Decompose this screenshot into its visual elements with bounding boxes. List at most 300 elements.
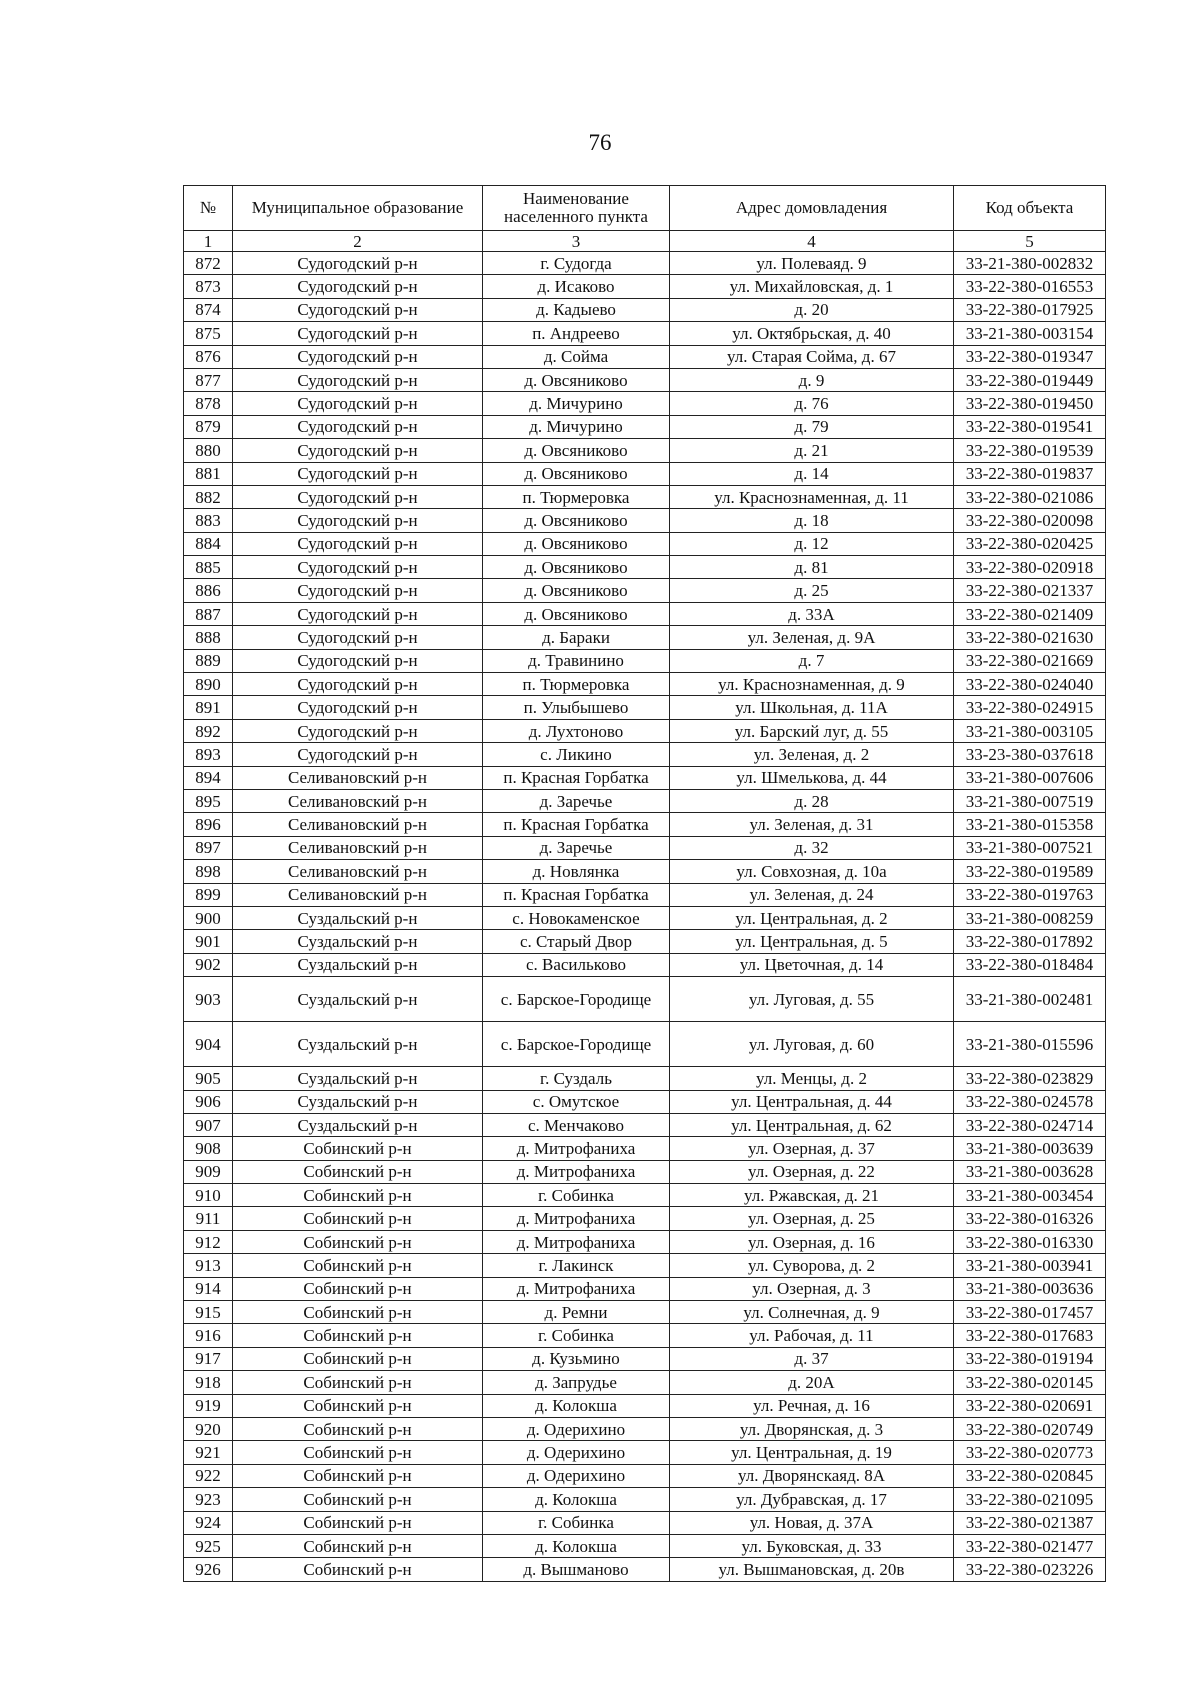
municipality-cell: Собинский р-н	[233, 1301, 483, 1324]
municipality-cell: Судогодский р-н	[233, 579, 483, 602]
address-cell: д. 37	[670, 1347, 954, 1370]
table-row	[184, 556, 1106, 579]
locality-cell: д. Бараки	[483, 626, 670, 649]
municipality-cell: Судогодский р-н	[233, 322, 483, 345]
object-code-cell: 33-22-380-020425	[954, 532, 1106, 555]
row-number-cell: 875	[184, 322, 233, 345]
row-number-cell: 922	[184, 1464, 233, 1487]
table-row	[184, 1488, 1106, 1511]
table-row	[184, 579, 1106, 602]
table-row	[184, 649, 1106, 672]
object-code-cell: 33-22-380-023829	[954, 1067, 1106, 1090]
table-row	[184, 1230, 1106, 1253]
locality-cell: д. Одерихино	[483, 1441, 670, 1464]
address-cell: д. 18	[670, 509, 954, 532]
address-cell: ул. Буковская, д. 33	[670, 1534, 954, 1557]
object-code-cell: 33-22-380-021669	[954, 649, 1106, 672]
table-row	[184, 953, 1106, 976]
table-row	[184, 1464, 1106, 1487]
object-code-cell: 33-21-380-015596	[954, 1022, 1106, 1067]
row-number-cell: 904	[184, 1022, 233, 1067]
address-cell: ул. Цветочная, д. 14	[670, 953, 954, 976]
table-row	[184, 345, 1106, 368]
table-row	[184, 813, 1106, 836]
address-cell: ул. Луговая, д. 55	[670, 977, 954, 1022]
locality-cell: д. Колокша	[483, 1534, 670, 1557]
municipality-cell: Собинский р-н	[233, 1230, 483, 1253]
table-row	[184, 789, 1106, 812]
address-cell: ул. Совхозная, д. 10а	[670, 860, 954, 883]
municipality-cell: Собинский р-н	[233, 1254, 483, 1277]
row-number-cell: 914	[184, 1277, 233, 1300]
object-code-cell: 33-22-380-023226	[954, 1558, 1106, 1581]
table-row	[184, 1324, 1106, 1347]
municipality-cell: Собинский р-н	[233, 1488, 483, 1511]
column-number: 4	[670, 231, 954, 252]
municipality-cell: Судогодский р-н	[233, 673, 483, 696]
address-cell: ул. Центральная, д. 2	[670, 906, 954, 929]
row-number-cell: 879	[184, 415, 233, 438]
municipality-cell: Селивановский р-н	[233, 883, 483, 906]
column-number: 3	[483, 231, 670, 252]
municipality-cell: Селивановский р-н	[233, 860, 483, 883]
address-cell: ул. Дубравская, д. 17	[670, 1488, 954, 1511]
locality-cell: д. Митрофаниха	[483, 1207, 670, 1230]
address-cell: д. 81	[670, 556, 954, 579]
row-number-cell: 916	[184, 1324, 233, 1347]
row-number-cell: 912	[184, 1230, 233, 1253]
municipality-cell: Судогодский р-н	[233, 649, 483, 672]
locality-cell: д. Ремни	[483, 1301, 670, 1324]
locality-cell: д. Овсяниково	[483, 556, 670, 579]
address-cell: ул. Краснознаменная, д. 9	[670, 673, 954, 696]
header-number: №	[184, 186, 233, 231]
table-row	[184, 1371, 1106, 1394]
header-object-code: Код объекта	[954, 186, 1106, 231]
municipality-cell: Судогодский р-н	[233, 252, 483, 275]
table-row	[184, 1511, 1106, 1534]
table-row	[184, 1534, 1106, 1557]
locality-cell: п. Красная Горбатка	[483, 883, 670, 906]
address-cell: ул. Луговая, д. 60	[670, 1022, 954, 1067]
table-row	[184, 462, 1106, 485]
object-code-cell: 33-22-380-020145	[954, 1371, 1106, 1394]
municipality-cell: Судогодский р-н	[233, 415, 483, 438]
column-number: 1	[184, 231, 233, 252]
address-cell: ул. Краснознаменная, д. 11	[670, 485, 954, 508]
table-row	[184, 1113, 1106, 1136]
municipality-cell: Собинский р-н	[233, 1184, 483, 1207]
municipality-cell: Собинский р-н	[233, 1137, 483, 1160]
municipality-cell: Собинский р-н	[233, 1371, 483, 1394]
locality-cell: д. Овсяниково	[483, 532, 670, 555]
municipality-cell: Судогодский р-н	[233, 743, 483, 766]
object-code-cell: 33-21-380-003639	[954, 1137, 1106, 1160]
table-row	[184, 836, 1106, 859]
locality-cell: п. Красная Горбатка	[483, 813, 670, 836]
locality-cell: д. Кадыево	[483, 298, 670, 321]
object-code-cell: 33-22-380-024915	[954, 696, 1106, 719]
object-code-cell: 33-22-380-021337	[954, 579, 1106, 602]
locality-cell: г. Собинка	[483, 1511, 670, 1534]
table-row	[184, 930, 1106, 953]
column-number-row	[184, 231, 1106, 252]
table-row	[184, 1160, 1106, 1183]
address-cell: ул. Речная, д. 16	[670, 1394, 954, 1417]
object-code-cell: 33-21-380-003154	[954, 322, 1106, 345]
table-row	[184, 1090, 1106, 1113]
address-cell: д. 20А	[670, 1371, 954, 1394]
object-code-cell: 33-22-380-019763	[954, 883, 1106, 906]
locality-cell: г. Собинка	[483, 1324, 670, 1347]
locality-cell: п. Красная Горбатка	[483, 766, 670, 789]
object-code-cell: 33-22-380-021477	[954, 1534, 1106, 1557]
object-code-cell: 33-22-380-021387	[954, 1511, 1106, 1534]
address-cell: ул. Центральная, д. 5	[670, 930, 954, 953]
object-code-cell: 33-22-380-021409	[954, 602, 1106, 625]
address-cell: ул. Барский луг, д. 55	[670, 719, 954, 742]
locality-cell: с. Барское-Городище	[483, 977, 670, 1022]
locality-cell: с. Старый Двор	[483, 930, 670, 953]
row-number-cell: 905	[184, 1067, 233, 1090]
row-number-cell: 911	[184, 1207, 233, 1230]
address-cell: д. 21	[670, 439, 954, 462]
table-row	[184, 696, 1106, 719]
municipality-cell: Судогодский р-н	[233, 509, 483, 532]
address-cell: ул. Дворянская, д. 3	[670, 1417, 954, 1440]
locality-cell: д. Митрофаниха	[483, 1277, 670, 1300]
table-row	[184, 1441, 1106, 1464]
municipality-cell: Суздальский р-н	[233, 930, 483, 953]
municipality-cell: Собинский р-н	[233, 1324, 483, 1347]
table-row	[184, 1277, 1106, 1300]
object-code-cell: 33-21-380-002832	[954, 252, 1106, 275]
object-code-cell: 33-22-380-017925	[954, 298, 1106, 321]
table-row	[184, 883, 1106, 906]
object-code-cell: 33-21-380-003941	[954, 1254, 1106, 1277]
locality-cell: с. Ликино	[483, 743, 670, 766]
municipality-cell: Собинский р-н	[233, 1558, 483, 1581]
column-number: 2	[233, 231, 483, 252]
locality-cell: г. Лакинск	[483, 1254, 670, 1277]
row-number-cell: 873	[184, 275, 233, 298]
locality-cell: с. Барское-Городище	[483, 1022, 670, 1067]
column-number: 5	[954, 231, 1106, 252]
municipality-cell: Собинский р-н	[233, 1160, 483, 1183]
object-code-cell: 33-21-380-003636	[954, 1277, 1106, 1300]
table-row	[184, 1184, 1106, 1207]
row-number-cell: 891	[184, 696, 233, 719]
address-cell: ул. Менцы, д. 2	[670, 1067, 954, 1090]
row-number-cell: 926	[184, 1558, 233, 1581]
municipality-cell: Судогодский р-н	[233, 298, 483, 321]
locality-cell: д. Митрофаниха	[483, 1160, 670, 1183]
row-number-cell: 878	[184, 392, 233, 415]
table-row	[184, 743, 1106, 766]
address-cell: ул. Центральная, д. 19	[670, 1441, 954, 1464]
address-cell: д. 32	[670, 836, 954, 859]
address-cell: д. 20	[670, 298, 954, 321]
address-cell: ул. Рабочая, д. 11	[670, 1324, 954, 1347]
address-cell: д. 76	[670, 392, 954, 415]
header-address: Адрес домовладения	[670, 186, 954, 231]
municipality-cell: Суздальский р-н	[233, 977, 483, 1022]
locality-cell: д. Запрудье	[483, 1371, 670, 1394]
municipality-cell: Судогодский р-н	[233, 392, 483, 415]
table-row	[184, 860, 1106, 883]
object-code-cell: 33-21-380-003454	[954, 1184, 1106, 1207]
row-number-cell: 921	[184, 1441, 233, 1464]
address-cell: ул. Центральная, д. 44	[670, 1090, 954, 1113]
row-number-cell: 908	[184, 1137, 233, 1160]
object-code-cell: 33-22-380-020749	[954, 1417, 1106, 1440]
page-number: 76	[588, 130, 612, 155]
address-cell: ул. Солнечная, д. 9	[670, 1301, 954, 1324]
table-row	[184, 977, 1106, 1022]
table-row	[184, 1347, 1106, 1370]
address-cell: ул. Зеленая, д. 2	[670, 743, 954, 766]
row-number-cell: 880	[184, 439, 233, 462]
municipality-cell: Суздальский р-н	[233, 1113, 483, 1136]
table-row	[184, 1207, 1106, 1230]
object-code-cell: 33-21-380-007521	[954, 836, 1106, 859]
locality-cell: д. Травинино	[483, 649, 670, 672]
table-row	[184, 392, 1106, 415]
object-code-cell: 33-21-380-003628	[954, 1160, 1106, 1183]
object-code-cell: 33-22-380-016330	[954, 1230, 1106, 1253]
locality-cell: п. Улыбышево	[483, 696, 670, 719]
table-row	[184, 368, 1106, 391]
municipality-cell: Судогодский р-н	[233, 485, 483, 508]
locality-cell: д. Заречье	[483, 836, 670, 859]
address-cell: д. 7	[670, 649, 954, 672]
table-row	[184, 1067, 1106, 1090]
address-cell: ул. Зеленая, д. 9А	[670, 626, 954, 649]
object-code-cell: 33-21-380-003105	[954, 719, 1106, 742]
locality-cell: д. Колокша	[483, 1394, 670, 1417]
row-number-cell: 899	[184, 883, 233, 906]
address-cell: ул. Зеленая, д. 24	[670, 883, 954, 906]
municipality-cell: Суздальский р-н	[233, 1067, 483, 1090]
table-header-row	[184, 186, 1106, 231]
row-number-cell: 888	[184, 626, 233, 649]
locality-cell: д. Заречье	[483, 789, 670, 812]
row-number-cell: 889	[184, 649, 233, 672]
address-cell: ул. Ржавская, д. 21	[670, 1184, 954, 1207]
row-number-cell: 894	[184, 766, 233, 789]
object-code-cell: 33-22-380-018484	[954, 953, 1106, 976]
address-cell: д. 79	[670, 415, 954, 438]
object-code-cell: 33-22-380-021095	[954, 1488, 1106, 1511]
row-number-cell: 901	[184, 930, 233, 953]
object-code-cell: 33-22-380-019449	[954, 368, 1106, 391]
address-cell: д. 14	[670, 462, 954, 485]
table-row	[184, 602, 1106, 625]
municipality-cell: Собинский р-н	[233, 1394, 483, 1417]
row-number-cell: 884	[184, 532, 233, 555]
municipality-cell: Собинский р-н	[233, 1511, 483, 1534]
row-number-cell: 874	[184, 298, 233, 321]
table-row	[184, 1022, 1106, 1067]
row-number-cell: 906	[184, 1090, 233, 1113]
locality-cell: г. Суздаль	[483, 1067, 670, 1090]
locality-cell: д. Овсяниково	[483, 439, 670, 462]
municipality-cell: Судогодский р-н	[233, 345, 483, 368]
row-number-cell: 881	[184, 462, 233, 485]
row-number-cell: 892	[184, 719, 233, 742]
row-number-cell: 886	[184, 579, 233, 602]
row-number-cell: 920	[184, 1417, 233, 1440]
locality-cell: д. Овсяниково	[483, 602, 670, 625]
locality-cell: д. Овсяниково	[483, 368, 670, 391]
municipality-cell: Судогодский р-н	[233, 532, 483, 555]
table-row	[184, 1417, 1106, 1440]
locality-cell: д. Новлянка	[483, 860, 670, 883]
object-code-cell: 33-22-380-019194	[954, 1347, 1106, 1370]
table-row	[184, 485, 1106, 508]
locality-cell: п. Андреево	[483, 322, 670, 345]
row-number-cell: 883	[184, 509, 233, 532]
table-row	[184, 1137, 1106, 1160]
locality-cell: д. Одерихино	[483, 1417, 670, 1440]
locality-cell: д. Кузьмино	[483, 1347, 670, 1370]
address-cell: ул. Октябрьская, д. 40	[670, 322, 954, 345]
municipality-cell: Суздальский р-н	[233, 953, 483, 976]
row-number-cell: 924	[184, 1511, 233, 1534]
row-number-cell: 877	[184, 368, 233, 391]
table-row	[184, 673, 1106, 696]
address-cell: д. 9	[670, 368, 954, 391]
header-municipality: Муниципальное образование	[233, 186, 483, 231]
object-code-cell: 33-22-380-020773	[954, 1441, 1106, 1464]
address-cell: ул. Полеваяд. 9	[670, 252, 954, 275]
address-cell: ул. Вышмановская, д. 20в	[670, 1558, 954, 1581]
address-cell: ул. Шмелькова, д. 44	[670, 766, 954, 789]
locality-cell: с. Менчаково	[483, 1113, 670, 1136]
table-row	[184, 1394, 1106, 1417]
table-row	[184, 298, 1106, 321]
object-code-cell: 33-22-380-016553	[954, 275, 1106, 298]
locality-cell: д. Мичурино	[483, 392, 670, 415]
municipality-cell: Суздальский р-н	[233, 1022, 483, 1067]
object-code-cell: 33-22-380-017683	[954, 1324, 1106, 1347]
locality-cell: д. Митрофаниха	[483, 1137, 670, 1160]
object-code-cell: 33-22-380-019837	[954, 462, 1106, 485]
row-number-cell: 913	[184, 1254, 233, 1277]
object-code-cell: 33-22-380-021086	[954, 485, 1106, 508]
object-code-cell: 33-21-380-002481	[954, 977, 1106, 1022]
address-cell: ул. Школьная, д. 11А	[670, 696, 954, 719]
municipality-cell: Судогодский р-н	[233, 719, 483, 742]
address-cell: ул. Озерная, д. 22	[670, 1160, 954, 1183]
row-number-cell: 896	[184, 813, 233, 836]
row-number-cell: 918	[184, 1371, 233, 1394]
row-number-cell: 900	[184, 906, 233, 929]
municipality-cell: Судогодский р-н	[233, 462, 483, 485]
row-number-cell: 872	[184, 252, 233, 275]
municipality-cell: Собинский р-н	[233, 1534, 483, 1557]
locality-cell: д. Овсяниково	[483, 462, 670, 485]
object-code-cell: 33-22-380-019347	[954, 345, 1106, 368]
municipality-cell: Собинский р-н	[233, 1277, 483, 1300]
locality-cell: п. Тюрмеровка	[483, 485, 670, 508]
object-code-cell: 33-21-380-008259	[954, 906, 1106, 929]
table-row	[184, 1301, 1106, 1324]
locality-cell: д. Исаково	[483, 275, 670, 298]
row-number-cell: 898	[184, 860, 233, 883]
locality-cell: д. Колокша	[483, 1488, 670, 1511]
address-cell: д. 33А	[670, 602, 954, 625]
municipality-cell: Судогодский р-н	[233, 626, 483, 649]
object-code-cell: 33-22-380-020098	[954, 509, 1106, 532]
address-cell: ул. Озерная, д. 25	[670, 1207, 954, 1230]
locality-cell: д. Овсяниково	[483, 509, 670, 532]
municipality-cell: Судогодский р-н	[233, 696, 483, 719]
object-code-cell: 33-22-380-024714	[954, 1113, 1106, 1136]
row-number-cell: 893	[184, 743, 233, 766]
row-number-cell: 876	[184, 345, 233, 368]
row-number-cell: 909	[184, 1160, 233, 1183]
address-cell: ул. Центральная, д. 62	[670, 1113, 954, 1136]
municipality-cell: Судогодский р-н	[233, 439, 483, 462]
object-code-cell: 33-22-380-024040	[954, 673, 1106, 696]
row-number-cell: 902	[184, 953, 233, 976]
object-code-cell: 33-22-380-021630	[954, 626, 1106, 649]
municipality-cell: Судогодский р-н	[233, 368, 483, 391]
locality-cell: д. Лухтоново	[483, 719, 670, 742]
table-row	[184, 906, 1106, 929]
municipality-cell: Собинский р-н	[233, 1441, 483, 1464]
locality-cell: с. Омутское	[483, 1090, 670, 1113]
locality-cell: п. Тюрмеровка	[483, 673, 670, 696]
municipality-cell: Селивановский р-н	[233, 836, 483, 859]
table-row	[184, 509, 1106, 532]
address-cell: ул. Озерная, д. 3	[670, 1277, 954, 1300]
municipality-cell: Селивановский р-н	[233, 766, 483, 789]
locality-cell: д. Мичурино	[483, 415, 670, 438]
table-body	[184, 252, 1106, 1582]
row-number-cell: 903	[184, 977, 233, 1022]
row-number-cell: 917	[184, 1347, 233, 1370]
object-code-cell: 33-22-380-020691	[954, 1394, 1106, 1417]
municipality-cell: Суздальский р-н	[233, 1090, 483, 1113]
address-cell: д. 25	[670, 579, 954, 602]
object-code-cell: 33-21-380-015358	[954, 813, 1106, 836]
municipality-cell: Судогодский р-н	[233, 602, 483, 625]
table-row	[184, 1254, 1106, 1277]
object-code-cell: 33-23-380-037618	[954, 743, 1106, 766]
address-cell: ул. Старая Сойма, д. 67	[670, 345, 954, 368]
object-code-cell: 33-21-380-007519	[954, 789, 1106, 812]
table-row	[184, 275, 1106, 298]
address-cell: д. 28	[670, 789, 954, 812]
address-cell: ул. Дворянскаяд. 8А	[670, 1464, 954, 1487]
municipality-cell: Селивановский р-н	[233, 813, 483, 836]
row-number-cell: 910	[184, 1184, 233, 1207]
address-cell: ул. Михайловская, д. 1	[670, 275, 954, 298]
locality-cell: д. Сойма	[483, 345, 670, 368]
object-code-cell: 33-22-380-017892	[954, 930, 1106, 953]
row-number-cell: 907	[184, 1113, 233, 1136]
locality-cell: г. Судогда	[483, 252, 670, 275]
row-number-cell: 897	[184, 836, 233, 859]
row-number-cell: 923	[184, 1488, 233, 1511]
address-cell: ул. Суворова, д. 2	[670, 1254, 954, 1277]
table-row	[184, 1558, 1106, 1581]
row-number-cell: 882	[184, 485, 233, 508]
municipality-cell: Судогодский р-н	[233, 556, 483, 579]
household-registry-table	[183, 185, 1106, 1582]
